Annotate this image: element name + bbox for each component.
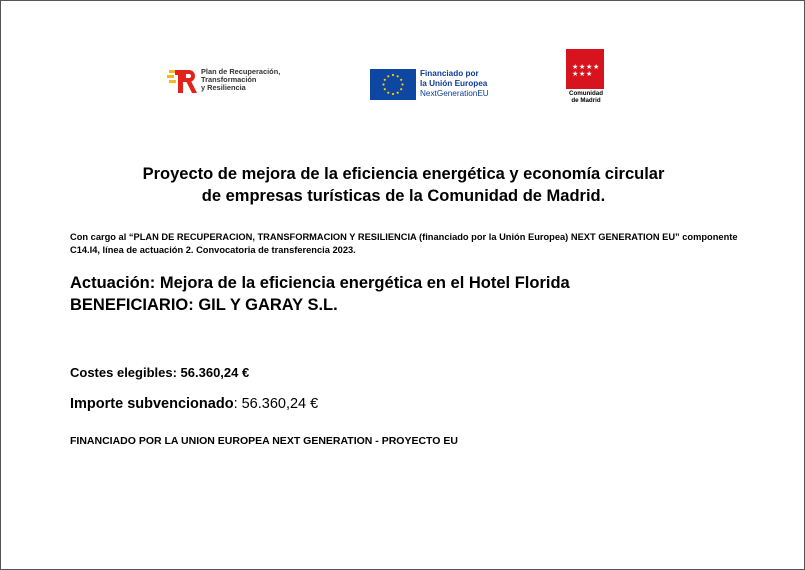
beneficiario-text: BENEFICIARIO: GIL Y GARAY S.L. bbox=[70, 296, 338, 314]
project-title bbox=[61, 163, 746, 207]
prtr-text-line-3: y Resiliencia bbox=[201, 83, 246, 92]
svg-text:★: ★ bbox=[579, 63, 586, 71]
funding-paragraph: Con cargo al “PLAN DE RECUPERACION, TRANSFORMACION Y RESILIENCIA (financiado por la Unión Europea) NEXT GENERATION EU” componente C14.I4, línea de actuación 2. Convocatoria de transferencia 2023. bbox=[70, 232, 738, 255]
actuacion-text: Actuación: Mejora de la eficiencia energética en el Hotel Florida bbox=[70, 274, 570, 292]
svg-text:★: ★ bbox=[572, 63, 579, 71]
svg-text:★: ★ bbox=[593, 63, 600, 71]
eu-text-line-2: la Unión Europea bbox=[420, 79, 488, 88]
actuacion-block bbox=[70, 272, 770, 316]
eu-logo bbox=[370, 69, 510, 101]
svg-text:★: ★ bbox=[572, 70, 579, 78]
madrid-text-line-2: de Madrid bbox=[571, 96, 601, 104]
importe-subvencionado bbox=[70, 394, 318, 414]
prtr-text-line-2: Transformación bbox=[201, 75, 257, 84]
svg-text:★: ★ bbox=[579, 70, 586, 78]
svg-text:★: ★ bbox=[586, 63, 593, 71]
plan-recuperacion-logo bbox=[167, 67, 307, 97]
eu-flag-icon bbox=[370, 69, 416, 100]
eu-text-line-3: NextGenerationEU bbox=[420, 89, 489, 98]
importe-label: Importe subvencionado bbox=[70, 396, 234, 412]
comunidad-madrid-logo bbox=[561, 49, 611, 107]
svg-text:★: ★ bbox=[586, 70, 593, 78]
madrid-flag-icon bbox=[566, 49, 604, 89]
project-title-line-2: de empresas turísticas de la Comunidad de Madrid. bbox=[201, 187, 606, 205]
prtr-emblem-icon bbox=[167, 67, 197, 97]
eu-text-line-1: Financiado por bbox=[420, 69, 479, 78]
costes-elegibles: Costes elegibles: 56.360,24 € bbox=[70, 365, 250, 380]
prtr-text-line-1: Plan de Recuperación, bbox=[201, 67, 281, 76]
financiado-footer: FINANCIADO POR LA UNION EUROPEA NEXT GENERATION - PROYECTO EU bbox=[70, 435, 458, 447]
project-title-line-1: Proyecto de mejora de la eficiencia energética y economía circular bbox=[142, 165, 665, 183]
importe-value: : 56.360,24 € bbox=[233, 396, 319, 412]
madrid-text-line-1: Comunidad bbox=[568, 90, 604, 97]
